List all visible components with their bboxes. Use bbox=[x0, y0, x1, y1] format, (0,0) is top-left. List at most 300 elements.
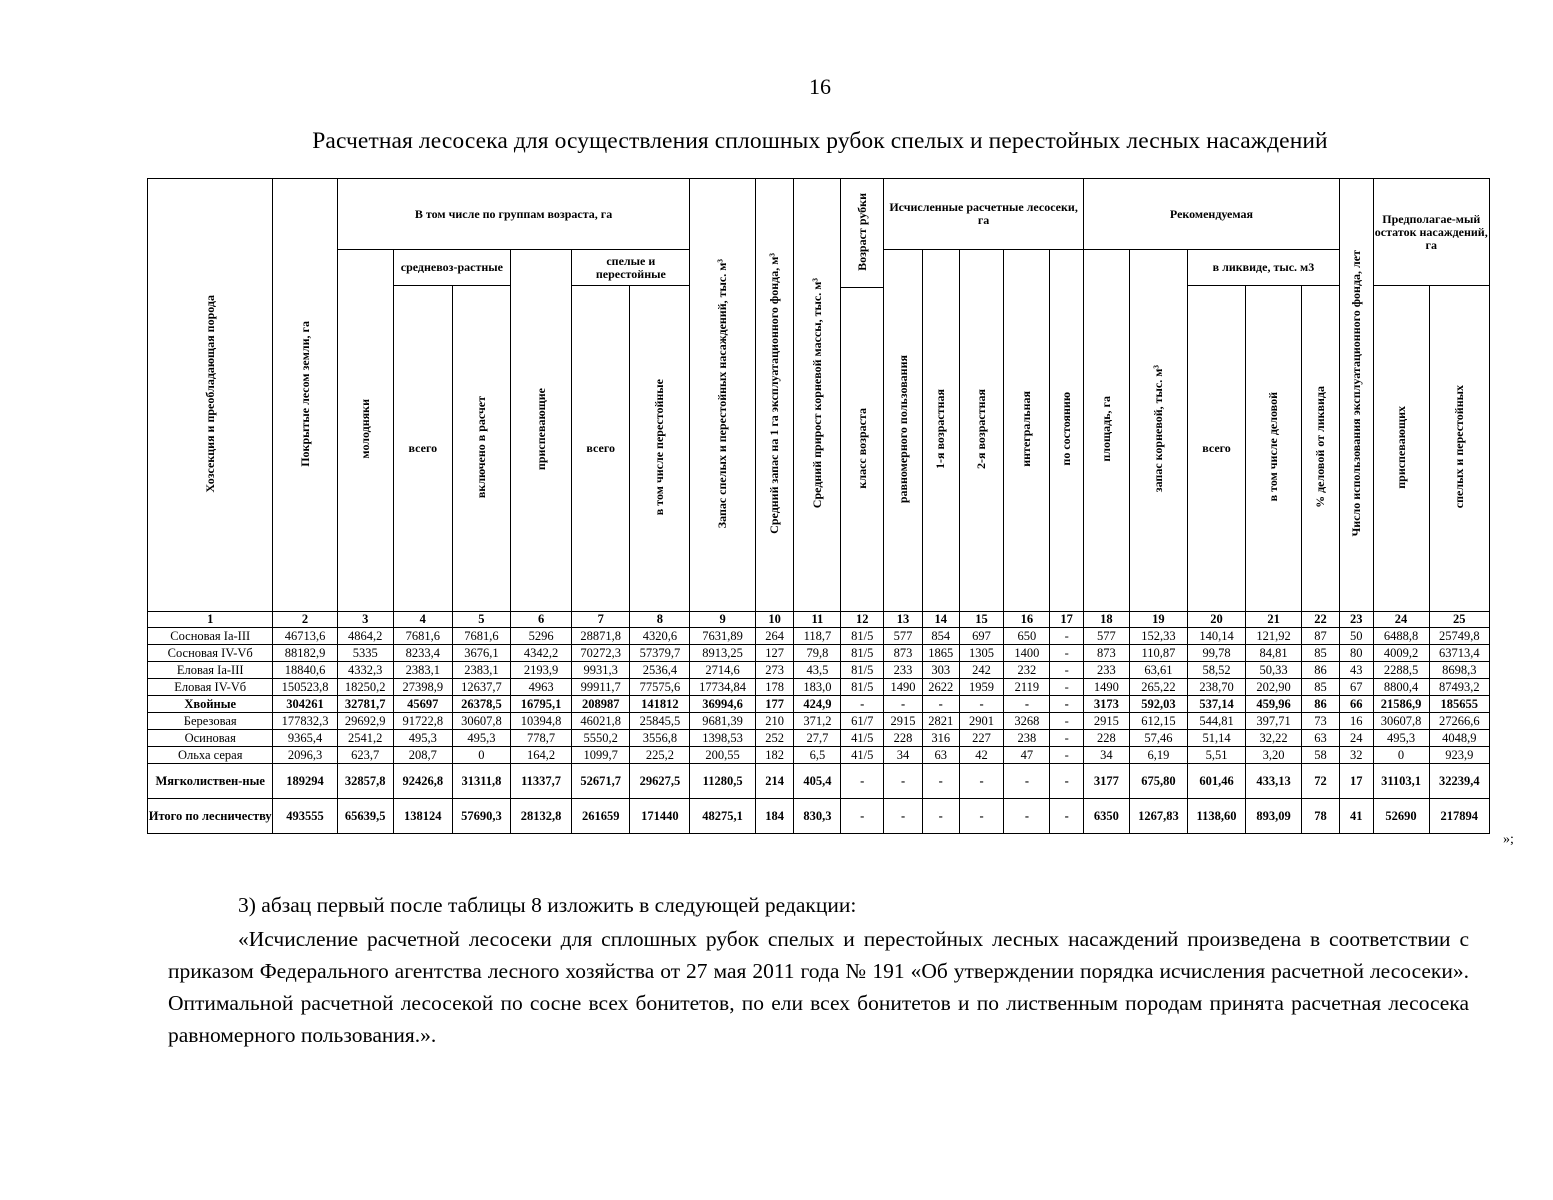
table-row bbox=[148, 747, 1490, 764]
table-cell: 110,87 bbox=[1129, 645, 1187, 662]
table-cell: 495,3 bbox=[393, 730, 452, 747]
table-cell: 2096,3 bbox=[273, 747, 337, 764]
table-cell: 9365,4 bbox=[273, 730, 337, 747]
table-cell: 1267,83 bbox=[1129, 799, 1187, 834]
paragraph-amendment: 3) абзац первый после таблицы 8 изложить в следующей редакции: bbox=[238, 893, 857, 917]
table-row bbox=[148, 645, 1490, 662]
table-cell: 577 bbox=[884, 628, 923, 645]
table-cell: 30607,8 bbox=[1373, 713, 1429, 730]
table-cell: 9931,3 bbox=[572, 662, 630, 679]
column-number: 8 bbox=[630, 612, 690, 628]
row-label: Хвойные bbox=[148, 696, 273, 713]
header-col22: % деловой от ликвида bbox=[1302, 286, 1340, 612]
table-cell: - bbox=[1050, 662, 1084, 679]
table-cell: 242 bbox=[959, 662, 1004, 679]
table-cell: 233 bbox=[1083, 662, 1129, 679]
header-ripe: спелые и перестойные bbox=[572, 250, 690, 286]
table-cell: 233 bbox=[884, 662, 923, 679]
table-cell: 200,55 bbox=[690, 747, 755, 764]
table-cell: - bbox=[922, 799, 959, 834]
table-row bbox=[148, 679, 1490, 696]
table-cell: 41/5 bbox=[841, 747, 884, 764]
header-col18: площадь, га bbox=[1083, 250, 1129, 612]
table-cell: 28132,8 bbox=[510, 799, 571, 834]
table-cell: 26378,5 bbox=[452, 696, 510, 713]
table-cell: 43,5 bbox=[794, 662, 841, 679]
table-cell: 77575,6 bbox=[630, 679, 690, 696]
header-calculated: Исчисленные расчетные лесосеки, га bbox=[884, 179, 1084, 250]
table-row bbox=[148, 628, 1490, 645]
table-cell: 1865 bbox=[922, 645, 959, 662]
table-cell: 28871,8 bbox=[572, 628, 630, 645]
table-cell: 21586,9 bbox=[1373, 696, 1429, 713]
table-cell: 189294 bbox=[273, 764, 337, 799]
column-number: 25 bbox=[1429, 612, 1489, 628]
table-cell: - bbox=[841, 696, 884, 713]
header-col17: по состоянию bbox=[1050, 250, 1084, 612]
table-cell: 27266,6 bbox=[1429, 713, 1489, 730]
table-cell: 5550,2 bbox=[572, 730, 630, 747]
table-cell: 1400 bbox=[1004, 645, 1050, 662]
header-col3: молодняки bbox=[337, 250, 393, 612]
table-cell: 81/5 bbox=[841, 645, 884, 662]
column-number: 11 bbox=[794, 612, 841, 628]
column-number: 4 bbox=[393, 612, 452, 628]
table-cell: 99911,7 bbox=[572, 679, 630, 696]
table-cell: 4963 bbox=[510, 679, 571, 696]
table-cell: 29627,5 bbox=[630, 764, 690, 799]
table-cell: 1490 bbox=[884, 679, 923, 696]
row-label: Еловая Ia-III bbox=[148, 662, 273, 679]
table-cell: 87493,2 bbox=[1429, 679, 1489, 696]
header-col7: всего bbox=[572, 286, 630, 612]
row-label: Мягколиствен-ные bbox=[148, 764, 273, 799]
table-cell: 778,7 bbox=[510, 730, 571, 747]
table-cell: 86 bbox=[1302, 662, 1340, 679]
table-cell: 273 bbox=[755, 662, 794, 679]
table-cell: 65639,5 bbox=[337, 799, 393, 834]
table-cell: 52690 bbox=[1373, 799, 1429, 834]
table-cell: 252 bbox=[755, 730, 794, 747]
column-number: 24 bbox=[1373, 612, 1429, 628]
table-cell: 121,92 bbox=[1246, 628, 1302, 645]
table-cell: 31311,8 bbox=[452, 764, 510, 799]
table-cell: 697 bbox=[959, 628, 1004, 645]
felling-table bbox=[147, 178, 1490, 834]
closing-quote: »; bbox=[1503, 832, 1514, 847]
table-row bbox=[148, 730, 1490, 747]
table-cell: 140,14 bbox=[1187, 628, 1245, 645]
table-cell: 6,5 bbox=[794, 747, 841, 764]
header-col2: Покрытые лесом земли, га bbox=[273, 179, 337, 612]
table-cell: 4048,9 bbox=[1429, 730, 1489, 747]
table-cell: 0 bbox=[1373, 747, 1429, 764]
table-cell: 424,9 bbox=[794, 696, 841, 713]
header-col19: запас корневой, тыс. м³ bbox=[1129, 250, 1187, 612]
table-cell: 46021,8 bbox=[572, 713, 630, 730]
table-cell: 612,15 bbox=[1129, 713, 1187, 730]
table-cell: - bbox=[1050, 799, 1084, 834]
table-cell: 86 bbox=[1302, 696, 1340, 713]
table-cell: 210 bbox=[755, 713, 794, 730]
table-cell: 873 bbox=[1083, 645, 1129, 662]
table-cell: 238,70 bbox=[1187, 679, 1245, 696]
table-cell: 1398,53 bbox=[690, 730, 755, 747]
table-cell: 34 bbox=[884, 747, 923, 764]
table-cell: 405,4 bbox=[794, 764, 841, 799]
table-cell: 9681,39 bbox=[690, 713, 755, 730]
table-cell: 41 bbox=[1339, 799, 1373, 834]
header-col8: в том числе перестойные bbox=[630, 286, 690, 612]
table-cell: - bbox=[1004, 696, 1050, 713]
table-cell: - bbox=[1050, 628, 1084, 645]
table-cell: 11337,7 bbox=[510, 764, 571, 799]
column-number: 9 bbox=[690, 612, 755, 628]
table-cell: - bbox=[922, 696, 959, 713]
table-cell: 675,80 bbox=[1129, 764, 1187, 799]
table-cell: 830,3 bbox=[794, 799, 841, 834]
table-cell: 127 bbox=[755, 645, 794, 662]
table-cell: 32781,7 bbox=[337, 696, 393, 713]
column-number: 19 bbox=[1129, 612, 1187, 628]
table-cell: 164,2 bbox=[510, 747, 571, 764]
row-label: Итого по лесничеству bbox=[148, 799, 273, 834]
table-cell: 29692,9 bbox=[337, 713, 393, 730]
table-cell: 177832,3 bbox=[273, 713, 337, 730]
table-cell: 27398,9 bbox=[393, 679, 452, 696]
table-cell: 17734,84 bbox=[690, 679, 755, 696]
table-cell: 4009,2 bbox=[1373, 645, 1429, 662]
table-cell: 32,22 bbox=[1246, 730, 1302, 747]
table-cell: 2915 bbox=[884, 713, 923, 730]
table-cell: 78 bbox=[1302, 799, 1340, 834]
table-cell: 61/7 bbox=[841, 713, 884, 730]
table-cell: 893,09 bbox=[1246, 799, 1302, 834]
table-cell: - bbox=[1050, 713, 1084, 730]
table-cell: 31103,1 bbox=[1373, 764, 1429, 799]
table-cell: 58,52 bbox=[1187, 662, 1245, 679]
table-cell: 2383,1 bbox=[452, 662, 510, 679]
table-cell: 50 bbox=[1339, 628, 1373, 645]
table-cell: 264 bbox=[755, 628, 794, 645]
table-cell: 81/5 bbox=[841, 662, 884, 679]
table-cell: 63 bbox=[1302, 730, 1340, 747]
table-cell: 67 bbox=[1339, 679, 1373, 696]
table-cell: 88182,9 bbox=[273, 645, 337, 662]
column-number: 6 bbox=[510, 612, 571, 628]
table-row bbox=[148, 764, 1490, 799]
header-col1: Хозсекция и преобладающая порода bbox=[148, 179, 273, 612]
table-cell: 7681,6 bbox=[452, 628, 510, 645]
table-cell: 3173 bbox=[1083, 696, 1129, 713]
table-cell: - bbox=[922, 764, 959, 799]
table-cell: 6,19 bbox=[1129, 747, 1187, 764]
table-cell: 16 bbox=[1339, 713, 1373, 730]
header-col21: в том числе деловой bbox=[1246, 286, 1302, 612]
table-cell: 2901 bbox=[959, 713, 1004, 730]
table-cell: 3676,1 bbox=[452, 645, 510, 662]
table-cell: 185655 bbox=[1429, 696, 1489, 713]
table-cell: 84,81 bbox=[1246, 645, 1302, 662]
table-cell: 217894 bbox=[1429, 799, 1489, 834]
table-cell: - bbox=[1050, 764, 1084, 799]
table-cell: 2119 bbox=[1004, 679, 1050, 696]
column-number: 2 bbox=[273, 612, 337, 628]
table-cell: 24 bbox=[1339, 730, 1373, 747]
table-cell: 8698,3 bbox=[1429, 662, 1489, 679]
table-cell: 208,7 bbox=[393, 747, 452, 764]
table-cell: 85 bbox=[1302, 679, 1340, 696]
header-col12: класс возраста bbox=[841, 288, 884, 612]
table-cell: 495,3 bbox=[452, 730, 510, 747]
column-number-row bbox=[148, 612, 1490, 628]
table-cell: 80 bbox=[1339, 645, 1373, 662]
table-cell: 118,7 bbox=[794, 628, 841, 645]
table-cell: 7681,6 bbox=[393, 628, 452, 645]
table-cell: 150523,8 bbox=[273, 679, 337, 696]
header-col13: равномерного пользования bbox=[884, 250, 923, 612]
table-cell: 73 bbox=[1302, 713, 1340, 730]
table-cell: 25845,5 bbox=[630, 713, 690, 730]
table-cell: - bbox=[1050, 696, 1084, 713]
table-cell: 2536,4 bbox=[630, 662, 690, 679]
column-number: 21 bbox=[1246, 612, 1302, 628]
table-cell: 873 bbox=[884, 645, 923, 662]
table-cell: 63713,4 bbox=[1429, 645, 1489, 662]
table-cell: - bbox=[959, 764, 1004, 799]
header-col23: Число использования эксплуатационного фонда, лет bbox=[1339, 179, 1373, 612]
table-cell: 316 bbox=[922, 730, 959, 747]
table-cell: 46713,6 bbox=[273, 628, 337, 645]
table-cell: 63,61 bbox=[1129, 662, 1187, 679]
header-middle-age: средневоз-растные bbox=[393, 250, 510, 286]
table-cell: 228 bbox=[884, 730, 923, 747]
table-cell: 45697 bbox=[393, 696, 452, 713]
table-cell: 577 bbox=[1083, 628, 1129, 645]
table-cell: 10394,8 bbox=[510, 713, 571, 730]
table-cell: 303 bbox=[922, 662, 959, 679]
table-cell: 152,33 bbox=[1129, 628, 1187, 645]
table-cell: 57690,3 bbox=[452, 799, 510, 834]
table-cell: 2541,2 bbox=[337, 730, 393, 747]
table-cell: 183,0 bbox=[794, 679, 841, 696]
table-cell: 141812 bbox=[630, 696, 690, 713]
table-cell: - bbox=[884, 696, 923, 713]
table-cell: - bbox=[1050, 679, 1084, 696]
table-cell: 623,7 bbox=[337, 747, 393, 764]
table-cell: 70272,3 bbox=[572, 645, 630, 662]
table-cell: 495,3 bbox=[1373, 730, 1429, 747]
table-cell: - bbox=[884, 764, 923, 799]
table-cell: 47 bbox=[1004, 747, 1050, 764]
table-cell: 2714,6 bbox=[690, 662, 755, 679]
table-cell: 3268 bbox=[1004, 713, 1050, 730]
column-number: 12 bbox=[841, 612, 884, 628]
table-cell: 2383,1 bbox=[393, 662, 452, 679]
table-cell: 2193,9 bbox=[510, 662, 571, 679]
table-cell: 51,14 bbox=[1187, 730, 1245, 747]
table-cell: 537,14 bbox=[1187, 696, 1245, 713]
row-label: Сосновая Ia-III bbox=[148, 628, 273, 645]
table-cell: 261659 bbox=[572, 799, 630, 834]
table-cell: 79,8 bbox=[794, 645, 841, 662]
table-cell: 178 bbox=[755, 679, 794, 696]
header-col11: Средний прирост корневой массы, тыс. м³ bbox=[794, 179, 841, 612]
column-number: 16 bbox=[1004, 612, 1050, 628]
column-number: 3 bbox=[337, 612, 393, 628]
header-liquid: в ликвиде, тыс. м3 bbox=[1187, 250, 1339, 286]
row-label: Ольха серая bbox=[148, 747, 273, 764]
table-cell: 138124 bbox=[393, 799, 452, 834]
table-cell: 4342,2 bbox=[510, 645, 571, 662]
table-cell: 92426,8 bbox=[393, 764, 452, 799]
header-col4: всего bbox=[393, 286, 452, 612]
header-col24: приспевающих bbox=[1373, 286, 1429, 612]
table-cell: 3,20 bbox=[1246, 747, 1302, 764]
table-cell: 16795,1 bbox=[510, 696, 571, 713]
column-number: 1 bbox=[148, 612, 273, 628]
table-cell: 42 bbox=[959, 747, 1004, 764]
header-felling-age: Возраст рубки bbox=[841, 179, 884, 288]
table-cell: 8913,25 bbox=[690, 645, 755, 662]
table-cell: 208987 bbox=[572, 696, 630, 713]
table-title: Расчетная лесосека для осуществления сплошных рубок спелых и перестойных лесных насаждений bbox=[312, 128, 1328, 154]
table-cell: 48275,1 bbox=[690, 799, 755, 834]
table-cell: 63 bbox=[922, 747, 959, 764]
table-cell: 304261 bbox=[273, 696, 337, 713]
table-cell: 493555 bbox=[273, 799, 337, 834]
table-cell: 182 bbox=[755, 747, 794, 764]
table-cell: 2821 bbox=[922, 713, 959, 730]
table-cell: - bbox=[959, 696, 1004, 713]
table-cell: 50,33 bbox=[1246, 662, 1302, 679]
table-cell: 85 bbox=[1302, 645, 1340, 662]
table-cell: 592,03 bbox=[1129, 696, 1187, 713]
column-number: 18 bbox=[1083, 612, 1129, 628]
table-cell: - bbox=[884, 799, 923, 834]
table-cell: 17 bbox=[1339, 764, 1373, 799]
table-cell: 171440 bbox=[630, 799, 690, 834]
table-cell: 371,2 bbox=[794, 713, 841, 730]
table-cell: 87 bbox=[1302, 628, 1340, 645]
table-cell: - bbox=[841, 799, 884, 834]
table-cell: 25749,8 bbox=[1429, 628, 1489, 645]
table-cell: 8800,4 bbox=[1373, 679, 1429, 696]
table-cell: 5,51 bbox=[1187, 747, 1245, 764]
header-remain: Предполагае-мый остаток насаждений, га bbox=[1373, 179, 1489, 286]
row-label: Еловая IV-Vб bbox=[148, 679, 273, 696]
table-cell: 32 bbox=[1339, 747, 1373, 764]
table-cell: 1138,60 bbox=[1187, 799, 1245, 834]
table-cell: 2288,5 bbox=[1373, 662, 1429, 679]
table-cell: 854 bbox=[922, 628, 959, 645]
table-cell: 459,96 bbox=[1246, 696, 1302, 713]
column-number: 5 bbox=[452, 612, 510, 628]
table-cell: 202,90 bbox=[1246, 679, 1302, 696]
table-cell: 27,7 bbox=[794, 730, 841, 747]
table-cell: 397,71 bbox=[1246, 713, 1302, 730]
column-number: 17 bbox=[1050, 612, 1084, 628]
table-cell: 11280,5 bbox=[690, 764, 755, 799]
table-cell: - bbox=[1004, 764, 1050, 799]
header-col5: включено в расчет bbox=[452, 286, 510, 612]
row-label: Березовая bbox=[148, 713, 273, 730]
paragraph-new-text: «Исчисление расчетной лесосеки для сплошных рубок спелых и перестойных лесных насаждений произведена в соответствии с приказом Федерального агентства лесного хозяйства от 27 мая 2011 года № 191 «Об утверждении порядка исчисления расчетной лесосеки». Оптимальной расчетной лесосекой по сосне всех бонитетов, по ели всех бонитетов и по лиственным породам принята расчетная лесосека равномерного пользования.». bbox=[168, 927, 1469, 1047]
column-number: 15 bbox=[959, 612, 1004, 628]
table-cell: 12637,7 bbox=[452, 679, 510, 696]
table-cell: 601,46 bbox=[1187, 764, 1245, 799]
header-col25: спелых и перестойных bbox=[1429, 286, 1489, 612]
table-cell: 18840,6 bbox=[273, 662, 337, 679]
row-label: Осиновая bbox=[148, 730, 273, 747]
row-label: Сосновая IV-Vб bbox=[148, 645, 273, 662]
table-cell: 7631,89 bbox=[690, 628, 755, 645]
header-col20: всего bbox=[1187, 286, 1245, 612]
table-cell: 58 bbox=[1302, 747, 1340, 764]
table-cell: 5335 bbox=[337, 645, 393, 662]
table-cell: 30607,8 bbox=[452, 713, 510, 730]
header-age-groups: В том числе по группам возраста, га bbox=[337, 179, 690, 250]
table-row bbox=[148, 799, 1490, 834]
table-cell: 34 bbox=[1083, 747, 1129, 764]
page-number: 16 bbox=[809, 74, 831, 99]
table-cell: 3556,8 bbox=[630, 730, 690, 747]
table-cell: 650 bbox=[1004, 628, 1050, 645]
table-cell: 36994,6 bbox=[690, 696, 755, 713]
table-cell: 52671,7 bbox=[572, 764, 630, 799]
table-row bbox=[148, 713, 1490, 730]
column-number: 20 bbox=[1187, 612, 1245, 628]
header-col10: Средний запас на 1 га эксплуатационного фонда, м³ bbox=[755, 179, 794, 612]
header-col6: приспевающие bbox=[510, 250, 571, 612]
table-cell: 227 bbox=[959, 730, 1004, 747]
table-cell: 8233,4 bbox=[393, 645, 452, 662]
table-cell: 184 bbox=[755, 799, 794, 834]
table-cell: 265,22 bbox=[1129, 679, 1187, 696]
column-number: 10 bbox=[755, 612, 794, 628]
column-number: 23 bbox=[1339, 612, 1373, 628]
table-cell: 41/5 bbox=[841, 730, 884, 747]
table-cell: 6350 bbox=[1083, 799, 1129, 834]
table-cell: 923,9 bbox=[1429, 747, 1489, 764]
table-cell: 18250,2 bbox=[337, 679, 393, 696]
table-cell: 66 bbox=[1339, 696, 1373, 713]
table-cell: 214 bbox=[755, 764, 794, 799]
table-cell: 81/5 bbox=[841, 628, 884, 645]
column-number: 14 bbox=[922, 612, 959, 628]
header-col15: 2-я возрастная bbox=[959, 250, 1004, 612]
column-number: 13 bbox=[884, 612, 923, 628]
header-col14: 1-я возрастная bbox=[922, 250, 959, 612]
table-cell: 2622 bbox=[922, 679, 959, 696]
table-cell: 3177 bbox=[1083, 764, 1129, 799]
table-row bbox=[148, 696, 1490, 713]
table-cell: 57,46 bbox=[1129, 730, 1187, 747]
column-number: 7 bbox=[572, 612, 630, 628]
table-cell: 232 bbox=[1004, 662, 1050, 679]
table-cell: 1959 bbox=[959, 679, 1004, 696]
table-cell: 32857,8 bbox=[337, 764, 393, 799]
table-cell: 238 bbox=[1004, 730, 1050, 747]
table-cell: 544,81 bbox=[1187, 713, 1245, 730]
table-cell: 99,78 bbox=[1187, 645, 1245, 662]
header-col9: Запас спелых и перестойных насаждений, тыс. м³ bbox=[690, 179, 755, 612]
table-cell: 5296 bbox=[510, 628, 571, 645]
table-row bbox=[148, 662, 1490, 679]
column-number: 22 bbox=[1302, 612, 1340, 628]
table-cell: 6488,8 bbox=[1373, 628, 1429, 645]
table-cell: - bbox=[841, 764, 884, 799]
